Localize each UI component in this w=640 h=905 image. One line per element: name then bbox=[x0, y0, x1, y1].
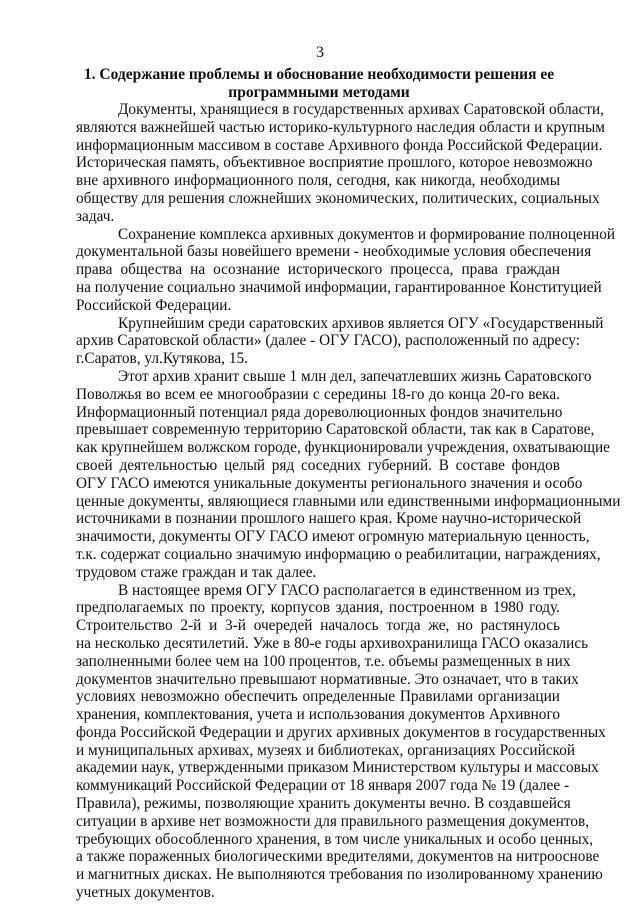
text-line: фонда Российской Федерации и других архивных документов в государственных bbox=[76, 723, 606, 741]
heading-line: 1. Содержание проблемы и обоснование необходимости решения ее bbox=[83, 66, 555, 83]
text-line: Строительство 2-й и 3-й очередей началось тогда же, но растянулось bbox=[76, 617, 560, 635]
text-line: учетных документов. bbox=[76, 884, 215, 902]
text-line: хранения, комплектования, учета и использования документов Архивного bbox=[76, 706, 560, 724]
text-line: архив Саратовской области» (далее - ОГУ ГАСО), расположенный по адресу: bbox=[76, 332, 580, 350]
text-line: Информационный потенциал ряда дореволюционных фондов значительно bbox=[76, 403, 563, 421]
text-line: превышает современную территорию Саратовской области, так как в Саратове, bbox=[76, 421, 595, 439]
text-line: ОГУ ГАСО имеются уникальные документы регионального значения и особо bbox=[76, 474, 583, 492]
text-line: обществу для решения сложнейших экономических, политических, социальных bbox=[76, 189, 600, 207]
text-line: Документы, хранящиеся в государственных архивах Саратовской области, bbox=[118, 101, 605, 118]
text-line: Поволжья во всем ее многообразии с середины 18-го до конца 20-го века. bbox=[76, 385, 560, 403]
paragraph bbox=[76, 581, 606, 902]
text-line: и муниципальных архивах, музеях и библиотеках, организациях Российской bbox=[76, 741, 576, 759]
text-line: т.к. содержат социально значимую информацию о реабилитации, награждениях, bbox=[76, 545, 601, 563]
paragraph bbox=[76, 225, 616, 315]
text-line: коммуникаций Российской Федерации от 18 января 2007 года № 19 (далее - bbox=[76, 777, 570, 795]
text-line: задач. bbox=[76, 207, 115, 225]
text-line: а также пораженных биологическими вредителями, документов на нитрооснове bbox=[76, 848, 600, 866]
text-line: Сохранение комплекса архивных документов и формирование полноценной bbox=[118, 225, 616, 243]
text-line: Российской Федерации. bbox=[76, 296, 232, 314]
text-line: академии наук, утвержденными приказом Министерством культуры и массовых bbox=[76, 759, 599, 777]
text-line: трудовом стаже граждан и так далее. bbox=[76, 563, 317, 581]
text-line: информационным массивом в составе Архивного фонда Российской Федерации. bbox=[76, 136, 603, 154]
text-line: требующих обособленного хранения, в том числе уникальных и особо ценных, bbox=[76, 830, 594, 848]
text-line: источниками в познании прошлого нашего края. Кроме научно-исторической bbox=[76, 510, 582, 528]
text-line: документальной базы новейшего времени - необходимые условия обеспечения bbox=[76, 243, 592, 261]
text-line: ситуации в архиве нет возможности для правильного размещения документов, bbox=[76, 812, 590, 830]
text-line: условиях невозможно обеспечить определенные Правилами организации bbox=[76, 688, 560, 706]
text-line: заполненными более чем на 100 процентов, т.е. объемы размещенных в них bbox=[76, 652, 571, 670]
text-line: вне архивного информационного поля, сегодня, как никогда, необходимы bbox=[76, 172, 560, 190]
text-line: предполагаемых по проекту, корпусов здания, построенном в 1980 году. bbox=[76, 599, 560, 617]
text-line: как крупнейшем волжском городе, функционировали учреждения, охватывающие bbox=[76, 439, 610, 457]
text-line: ценные документы, являющиеся главными или единственными информационными bbox=[76, 492, 621, 510]
text-line: права общества на осознание исторического процесса, права граждан bbox=[76, 261, 560, 279]
text-line: г.Саратов, ул.Кутякова, 15. bbox=[76, 350, 248, 368]
text-line: являются важнейшей частью историко-культурного наследия области и крупным bbox=[76, 118, 605, 136]
text-line: своей деятельностью целый ряд соседних губерний. В составе фондов bbox=[76, 456, 560, 474]
text-line: значимости, документы ОГУ ГАСО имеют огромную материальную ценность, bbox=[76, 528, 590, 546]
text-line: на получение социально значимой информации, гарантированное Конституцией bbox=[76, 278, 602, 296]
text-line: В настоящее время ОГУ ГАСО располагается в единственном из трех, bbox=[118, 581, 576, 599]
section-heading bbox=[76, 66, 562, 102]
text-line: Крупнейшим среди саратовских архивов является ОГУ «Государственный bbox=[118, 314, 604, 332]
document-body bbox=[76, 101, 621, 902]
paragraph bbox=[76, 367, 621, 582]
paragraph bbox=[76, 314, 604, 368]
text-line: Историческая память, объективное восприятие прошлого, которое невозможно bbox=[76, 154, 593, 172]
paragraph bbox=[76, 101, 605, 226]
heading-line: программными методами bbox=[228, 84, 410, 101]
text-line: Правила), режимы, позволяющие хранить документы вечно. В создавшейся bbox=[76, 795, 571, 813]
text-line: и магнитных дисках. Не выполняются требования по изолированному хранению bbox=[76, 866, 603, 884]
page-number: 3 bbox=[316, 44, 324, 61]
text-line: на несколько десятилетий. Уже в 80-е годы архивохранилища ГАСО оказались bbox=[76, 634, 589, 652]
text-line: документов значительно превышают нормативные. Это означает, что в таких bbox=[76, 670, 579, 688]
text-line: Этот архив хранит свыше 1 млн дел, запечатлевших жизнь Саратовского bbox=[118, 367, 592, 385]
